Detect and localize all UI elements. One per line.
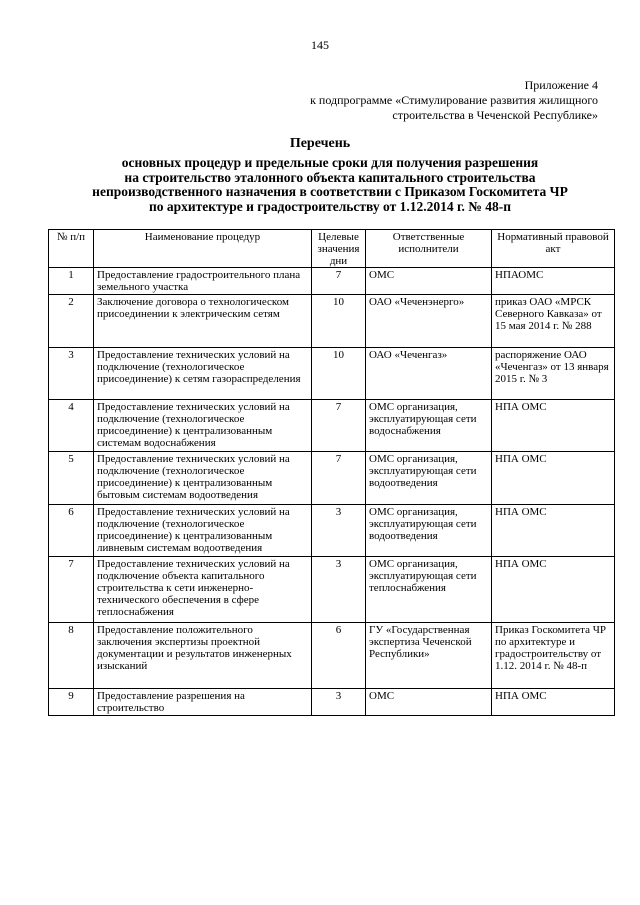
header-legal-act: Нормативный правовой акт	[492, 230, 615, 268]
cell-days: 7	[312, 268, 366, 295]
document-title: Перечень	[289, 136, 351, 151]
cell-days: 10	[312, 348, 366, 400]
cell-procedure-name: Предоставление градостроительного плана земельного участка	[94, 268, 312, 295]
header-procedure-name: Наименование процедур	[94, 230, 312, 268]
cell-responsible: ГУ «Государственная экспертиза Чеченской Республики»	[366, 623, 492, 689]
cell-days: 3	[312, 689, 366, 716]
cell-number: 6	[49, 505, 94, 557]
document-subtitle	[40, 156, 620, 214]
table-row	[49, 400, 615, 452]
cell-procedure-name: Предоставление технических условий на подключение (технологическое присоединение) к централизованным системам водоснабжения	[94, 400, 312, 452]
appendix-line: к подпрограмме «Стимулирование развития жилищного	[310, 93, 598, 107]
header-target-days: Целевые значения дни	[312, 230, 366, 268]
cell-number: 4	[49, 400, 94, 452]
table-row	[49, 623, 615, 689]
subtitle-line: непроизводственного назначения в соответствии с Приказом Госкомитета ЧР	[92, 184, 568, 199]
cell-procedure-name: Предоставление технических условий на подключение объекта капитального строительства к сети инженерно-технического обеспечения в сфере теплоснабжения	[94, 557, 312, 623]
cell-legal-act: приказ ОАО «МРСК Северного Кавказа» от 15 мая 2014 г. № 288	[492, 295, 615, 348]
header-number: № п/п	[49, 230, 94, 268]
table-row	[49, 689, 615, 716]
subtitle-line: на строительство эталонного объекта капитального строительства	[124, 169, 536, 185]
subtitle-line: по архитектуре и градостроительству от 1.12.2014 г. № 48-п	[148, 198, 512, 214]
cell-responsible: ОМС	[366, 268, 492, 295]
cell-number: 8	[49, 623, 94, 689]
cell-responsible: ОМС организация, эксплуатирующая сети водоотведения	[366, 452, 492, 505]
cell-days: 3	[312, 557, 366, 623]
cell-number: 7	[49, 557, 94, 623]
cell-responsible: ОАО «Чеченгаз»	[366, 348, 492, 400]
appendix-line: Приложение 4	[524, 78, 598, 92]
cell-legal-act: НПАОМС	[492, 268, 615, 295]
cell-procedure-name: Предоставление технических условий на подключение (технологическое присоединение) к централизованным бытовым системам водоотведения	[94, 452, 312, 505]
table-row	[49, 557, 615, 623]
cell-legal-act: НПА ОМС	[492, 505, 615, 557]
cell-days: 10	[312, 295, 366, 348]
cell-responsible: ОМС организация, эксплуатирующая сети водоснабжения	[366, 400, 492, 452]
cell-days: 3	[312, 505, 366, 557]
cell-legal-act: Приказ Госкомитета ЧР по архитектуре и градостроительству от 1.12. 2014 г. № 48-п	[492, 623, 615, 689]
cell-procedure-name: Предоставление положительного заключения экспертизы проектной документации и результатов инженерных изысканий	[94, 623, 312, 689]
cell-number: 1	[49, 268, 94, 295]
cell-number: 2	[49, 295, 94, 348]
table-row	[49, 268, 615, 295]
cell-legal-act: НПА ОМС	[492, 400, 615, 452]
cell-number: 5	[49, 452, 94, 505]
cell-number: 9	[49, 689, 94, 716]
header-responsible: Ответственные исполнители	[366, 230, 492, 268]
cell-responsible: ОМС организация, эксплуатирующая сети водоотведения	[366, 505, 492, 557]
cell-responsible: ОМС организация, эксплуатирующая сети теплоснабжения	[366, 557, 492, 623]
cell-responsible: ОАО «Чеченэнерго»	[366, 295, 492, 348]
cell-procedure-name: Предоставление технических условий на подключение (технологическое присоединение) к централизованным ливневым системам водоотведения	[94, 505, 312, 557]
cell-procedure-name: Предоставление разрешения на строительство	[94, 689, 312, 716]
cell-procedure-name: Предоставление технических условий на подключение (технологическое присоединение) к сетям газораспределения	[94, 348, 312, 400]
appendix-line: строительства в Чеченской Республике»	[392, 108, 598, 122]
cell-legal-act: НПА ОМС	[492, 557, 615, 623]
cell-legal-act: НПА ОМС	[492, 689, 615, 716]
cell-responsible: ОМС	[366, 689, 492, 716]
table-row	[49, 452, 615, 505]
cell-days: 7	[312, 452, 366, 505]
subtitle-line: основных процедур и предельные сроки для получения разрешения	[121, 155, 539, 170]
cell-procedure-name: Заключение договора о технологическом присоединении к электрическим сетям	[94, 295, 312, 348]
cell-days: 7	[312, 400, 366, 452]
cell-days: 6	[312, 623, 366, 689]
table-row	[49, 505, 615, 557]
procedures-table	[48, 229, 615, 716]
page-number: 145	[311, 38, 329, 52]
cell-number: 3	[49, 348, 94, 400]
cell-legal-act: распоряжение ОАО «Чеченгаз» от 13 января 2015 г. № 3	[492, 348, 615, 400]
appendix-header	[268, 78, 598, 123]
table-row	[49, 295, 615, 348]
cell-legal-act: НПА ОМС	[492, 452, 615, 505]
table-header-row	[49, 230, 615, 268]
table-row	[49, 348, 615, 400]
